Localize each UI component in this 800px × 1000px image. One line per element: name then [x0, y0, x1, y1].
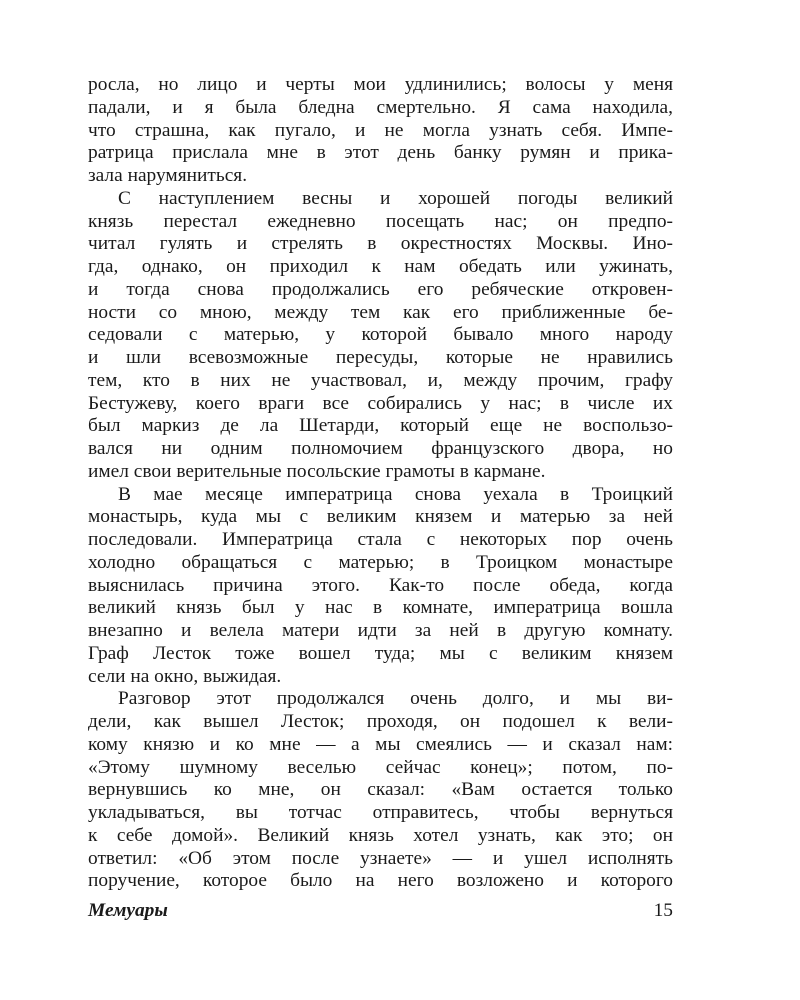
- text-line: ответил: «Об этом после узнаете» — и ушел исполнять: [88, 847, 673, 869]
- text-line: кому князю и ко мне — а мы смеялись — и сказал нам:: [88, 733, 673, 755]
- text-line: падали, и я была бледна смертельно. Я сама находила,: [88, 96, 673, 118]
- running-title: Мемуары: [88, 900, 168, 921]
- text-line: читал гулять и стрелять в окрестностях Москвы. Ино-: [88, 233, 673, 255]
- text-line: Бестужеву, коего враги все собирались у нас; в числе их: [88, 392, 673, 414]
- text-line: тем, кто в них не участвовал, и, между прочим, графу: [88, 369, 673, 391]
- text-line: великий князь был у нас в комнате, императрица вошла: [88, 597, 673, 619]
- text-line: дели, как вышел Лесток; проходя, он подошел к вели-: [88, 711, 673, 732]
- page-body: [88, 74, 673, 893]
- text-line: вался ни одним полномочием французского двора, но: [88, 438, 673, 459]
- text-line: к себе домой». Великий князь хотел узнать, как это; он: [88, 824, 673, 846]
- text-line: последовали. Императрица стала с некоторых пор очень: [88, 529, 673, 550]
- text-line: ности со мною, между тем как его приближенные бе-: [88, 301, 673, 323]
- text-line: внезапно и велела матери идти за ней в другую комнату.: [88, 620, 673, 641]
- text-line: монастырь, куда мы с великим князем и матерью за ней: [88, 506, 673, 528]
- page-number: 15: [653, 900, 673, 921]
- text-line: сели на окно, выжидая.: [88, 665, 282, 687]
- page-footer: [88, 900, 673, 926]
- text-line: Разговор этот продолжался очень долго, и мы ви-: [118, 688, 673, 710]
- text-line: С наступлением весны и хорошей погоды великий: [118, 187, 673, 209]
- text-line: ратрица прислала мне в этот день банку румян и прика-: [88, 142, 673, 164]
- text-line: В мае месяце императрица снова уехала в Троицкий: [118, 483, 673, 505]
- text-line: Граф Лесток тоже вошел туда; мы с великим князем: [88, 642, 673, 664]
- text-line: что страшна, как пугало, и не могла узнать себя. Импе-: [88, 119, 673, 141]
- text-line: укладываться, вы тотчас отправитесь, чтобы вернуться: [88, 802, 673, 823]
- text-line: «Этому шумному веселью сейчас конец»; потом, по-: [88, 756, 673, 778]
- text-line: вернувшись ко мне, он сказал: «Вам остается только: [88, 779, 673, 801]
- text-line: гда, однако, он приходил к нам обедать или ужинать,: [88, 256, 673, 277]
- text-line: седовали с матерью, у которой бывало много народу: [88, 324, 673, 346]
- text-line: имел свои верительные посольские грамоты в кармане.: [88, 460, 546, 482]
- text-line: холодно обращаться с матерью; в Троицком монастыре: [88, 551, 673, 573]
- text-line: князь перестал ежедневно посещать нас; он предпо-: [88, 210, 673, 232]
- text-line: зала нарумяниться.: [88, 165, 248, 186]
- text-line: и тогда снова продолжались его ребяческие откровен-: [88, 278, 673, 300]
- text-line: росла, но лицо и черты мои удлинились; волосы у меня: [88, 74, 673, 95]
- text-line: и шли всевозможные пересуды, которые не нравились: [88, 347, 673, 368]
- text-line: был маркиз де ла Шетарди, который еще не воспользо-: [88, 415, 673, 437]
- text-line: поручение, которое было на него возложено и которого: [88, 870, 673, 892]
- text-line: выяснилась причина этого. Как-то после обеда, когда: [88, 574, 673, 596]
